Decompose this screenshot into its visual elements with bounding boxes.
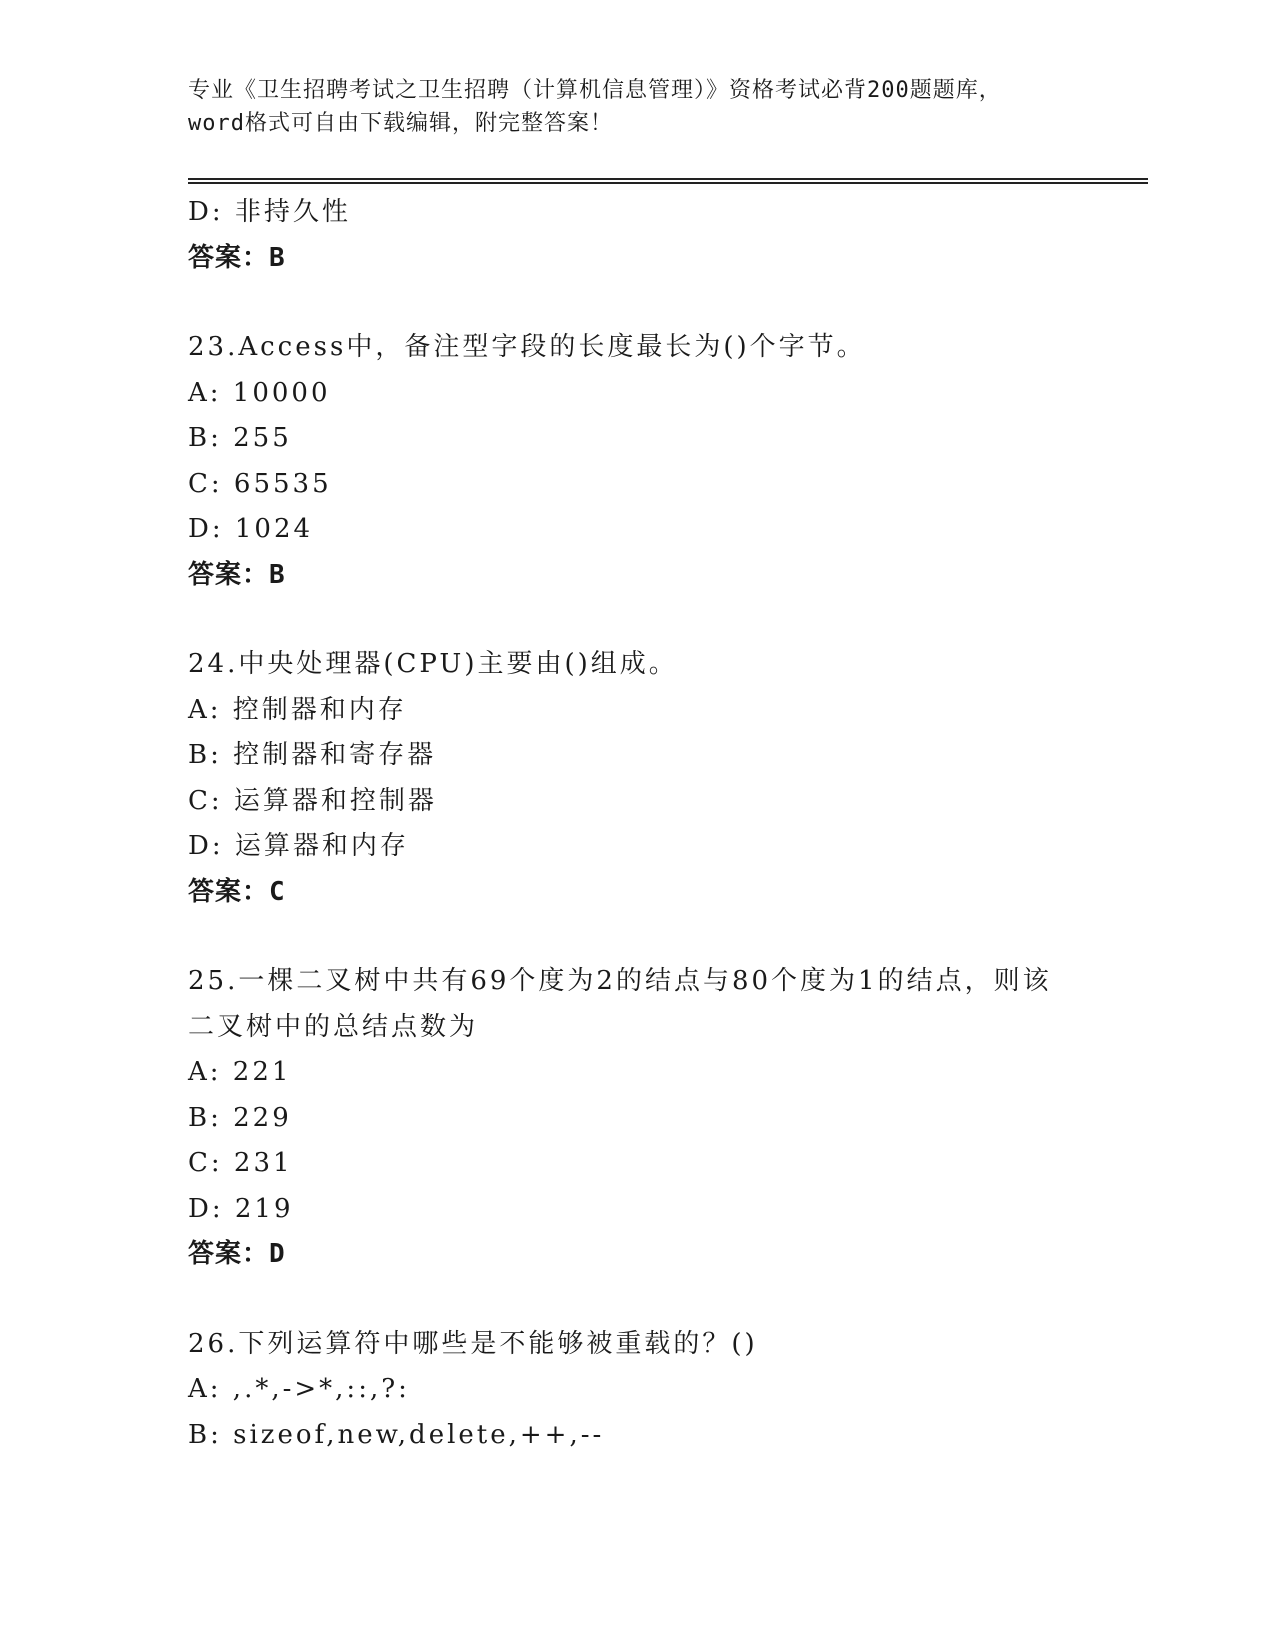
option-c: C: 运算器和控制器 <box>188 785 437 816</box>
option-b: B: 229 <box>188 1102 292 1133</box>
answer-line: 答案：C <box>188 876 286 907</box>
option-d: D: 运算器和内存 <box>188 831 409 861</box>
header-line-2: word格式可自由下载编辑，附完整答案！ <box>188 111 613 136</box>
option-b: B: 控制器和寄存器 <box>188 740 437 770</box>
question-25 <box>188 959 1148 1278</box>
header-line-1: 专业《卫生招聘考试之卫生招聘（计算机信息管理）》资格考试必背200题题库， <box>188 78 1002 103</box>
question-content <box>188 190 1148 1458</box>
question-stem: 24.中央处理器(CPU)主要由()组成。 <box>188 649 678 679</box>
answer-line: 答案：B <box>188 559 286 590</box>
option-d: D: 219 <box>188 1193 294 1224</box>
question-24 <box>188 642 1148 915</box>
previous-question-tail <box>188 190 1148 281</box>
option-d: D: 非持久性 <box>188 197 351 227</box>
question-stem: 23.Access中，备注型字段的长度最长为()个字节。 <box>188 332 866 362</box>
question-26 <box>188 1322 1148 1459</box>
option-a: A: 10000 <box>188 377 331 408</box>
header-double-rule <box>188 178 1148 184</box>
answer-line: 答案：B <box>188 242 286 273</box>
option-c: C: 65535 <box>188 468 332 499</box>
option-b: B: sizeof,new,delete,++,-- <box>188 1419 605 1450</box>
option-a: A: ,.*,->*,::,?: <box>188 1374 410 1404</box>
option-b: B: 255 <box>188 423 292 453</box>
question-23 <box>188 325 1148 598</box>
option-a: A: 控制器和内存 <box>188 694 407 725</box>
question-stem-line-1: 25.一棵二叉树中共有69个度为2的结点与80个度为1的结点，则该 <box>188 966 1052 996</box>
question-stem-line-2: 二叉树中的总结点数为 <box>188 1011 479 1042</box>
option-c: C: 231 <box>188 1148 293 1178</box>
document-header <box>188 74 1148 140</box>
option-d: D: 1024 <box>188 514 314 544</box>
answer-line: 答案：D <box>188 1239 286 1269</box>
option-a: A: 221 <box>188 1057 292 1087</box>
question-stem: 26.下列运算符中哪些是不能够被重载的？() <box>188 1328 758 1359</box>
